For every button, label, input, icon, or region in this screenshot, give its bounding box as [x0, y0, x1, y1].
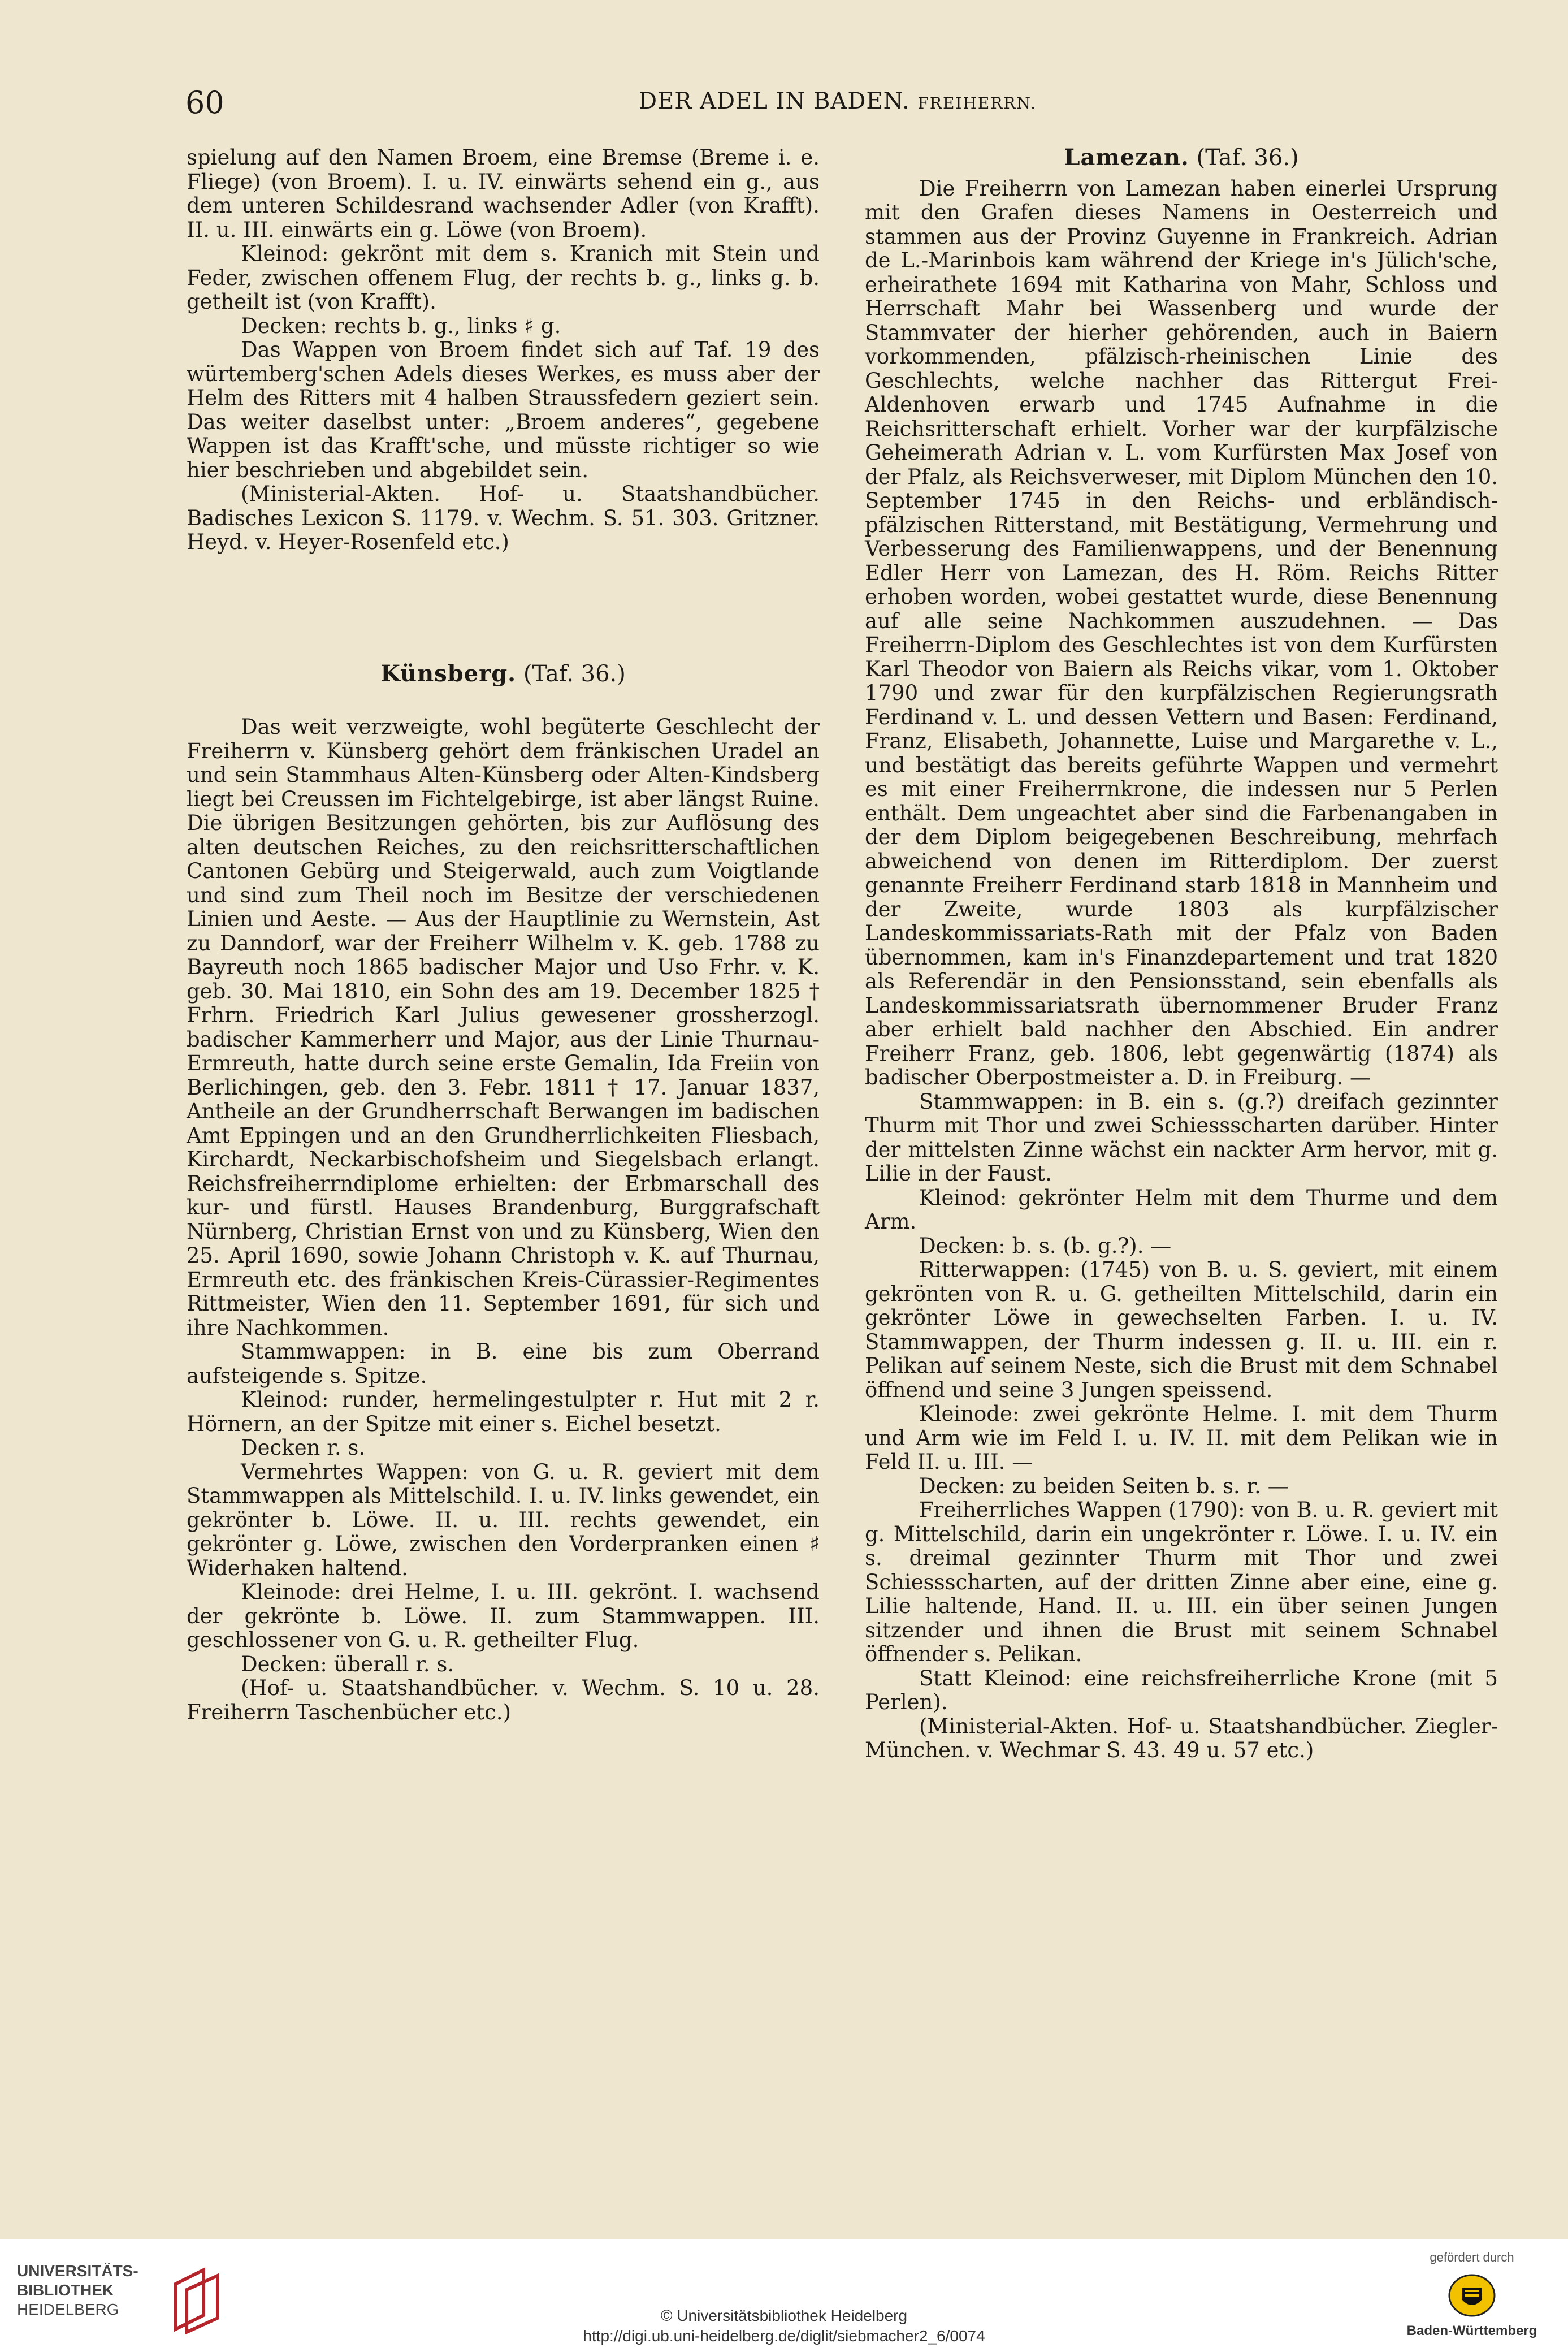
paragraph: Decken: b. s. (b. g.?). — [919, 1233, 1172, 1258]
paragraph: (Ministerial-Akten. Hof- u. Staatshandbücher. Ziegler-München. v. Wechmar S. 43. 49 u. 57 etc.) [865, 1714, 1498, 1762]
paragraph: Kleinode: zwei gekrönte Helme. I. mit dem Thurm und Arm wie im Feld I. u. IV. II. mit dem Pelikan wie in Feld II. u. III. — [865, 1402, 1498, 1474]
paragraph: Decken: zu beiden Seiten b. s. r. — [919, 1473, 1289, 1498]
paragraph: Kleinod: gekrönt mit dem s. Kranich mit Stein und Feder, zwischen offenem Flug, der rechts b. g., links g. b. getheilt ist (von Krafft). [187, 241, 820, 314]
right-column [865, 146, 1498, 1763]
paragraph: (Hof- u. Staatshandbücher. v. Wechm. S. 10 u. 28. Freiherrn Taschenbücher etc.) [187, 1676, 820, 1724]
footer-bar [0, 2239, 1568, 2352]
plate-reference: (Taf. 36.) [1196, 145, 1299, 171]
page-header [170, 85, 1074, 130]
paragraph: Decken: rechts b. g., links ♯ g. [241, 313, 561, 338]
paragraph: Statt Kleinod: eine reichsfreiherrliche Krone (mit 5 Perlen). [865, 1666, 1498, 1714]
section-heading-lamezan [865, 146, 1498, 170]
paragraph: Die Freiherrn von Lamezan haben einerlei Ursprung mit den Grafen dieses Namens in Oesterreich und stammen aus der Provinz Guyenne in Frankreich. Adrian de L.-Marinbois kam während der Kriege in's Jülich'sche, erheirathete 1694 mit Katharina von Mahr, Schloss und Herrschaft Mahr bei Wassenberg und wurde der Stammvater der hierher gehörenden, auch in Baiern vorkommenden, pfälzisch-rheinischen Linie des Geschlechts, welche nachher das Rittergut Frei-Aldenhoven erwarb und 1745 Aufnahme in die Reichsritterschaft erhielt. Vorher war der kurpfälzische Geheimerath Adrian v. L. vom Kurfürsten Max Josef von der Pfalz, als Reichsverweser, mit Diplom München den 10. September 1745 in den Reichs- und erbländisch-pfälzischen Ritterstand, mit Bestätigung, Vermehrung und Verbesserung des Familienwappens, und der Benennung Edler Herr von Lamezan, des H. Röm. Reichs Ritter erhoben worden, wobei gestattet wurde, diese Benennung auf alle seine Nachkommen auszudehnen. — Das Freiherrn-Diplom des Geschlechtes ist von dem Kurfürsten Karl Theodor von Baiern als Reichs vikar, vom 1. Oktober 1790 und zwar für den kurpfälzischen Regierungsrath Ferdinand v. L. und dessen Vettern und Basen: Ferdinand, Franz, Elisabeth, Johannette, Luise und Margarethe v. L., und bestätigt das bereits geführte Wappen und vermehrt es mit einer Freiherrnkrone, die indessen nur 5 Perlen enthält. Dem ungeachtet aber sind die Farbenangaben in der dem Diplom beigegebenen Beschreibung, mehrfach abweichend von denen im Ritterdiplom. Der zuerst genannte Freiherr Ferdinand starb 1818 in Mannheim und der Zweite, wurde 1803 als kurpfälzischer Landeskommissariats-Rath mit der Pfalz von Baden übernommen, kam in's Finanzdepartement und trat 1820 als Referendär in den Pensionsstand, sein ebenfalls als Landeskommissariatsrath übernommener Bruder Franz aber erhielt bald nachher den Abschied. Ein andrer Freiherr Franz, geb. 1806, lebt gegenwärtig (1874) als badischer Oberpostmeister a. D. in Freiburg. — [865, 176, 1498, 1089]
paragraph: Ritterwappen: (1745) von B. u. S. geviert, mit einem gekrönten von R. u. G. getheilten Mittelschild, darin ein gekrönter Löwe in gewechselten Farben. I. u. IV. Stammwappen, der Thurm indessen g. II. u. III. ein r. Pelikan auf seinem Neste, sich die Brust mit dem Schnabel öffnend und seine 3 Jungen speissend. [865, 1257, 1498, 1402]
paragraph: spielung auf den Namen Broem, eine Bremse (Breme i. e. Fliege) (von Broem). I. u. IV. einwärts sehend ein g., aus dem unteren Schildesrand wachsender Adler (von Krafft). II. u. III. einwärts ein g. Löwe (von Broem). [187, 145, 820, 242]
section-title: Lamezan. [1064, 144, 1189, 171]
plate-reference: (Taf. 36.) [523, 660, 626, 687]
paragraph: Kleinod: gekrönter Helm mit dem Thurme und dem Arm. [865, 1185, 1498, 1234]
library-name-line: HEIDELBERG [17, 2301, 119, 2318]
sponsor-name: Baden-Württemberg [1406, 2323, 1537, 2338]
paragraph: Stammwappen: in B. eine bis zum Oberrand aufsteigende s. Spitze. [187, 1339, 820, 1388]
paragraph: Das Wappen von Broem findet sich auf Taf. 19 des würtemberg'schen Adels dieses Werkes, es muss aber der Helm des Ritters mit 4 halben Straussfedern geziert sein. Das weiter daselbst unter: „Broem anderes“, gegebene Wappen ist das Krafft'sche, und müsste richtiger so wie hier beschrieben und abgebildet sein. [187, 338, 820, 482]
paragraph: Kleinod: runder, hermelingestulpter r. Hut mit 2 r. Hörnern, an der Spitze mit einer s. Eichel besetzt. [187, 1387, 820, 1436]
paragraph: Decken: überall r. s. [241, 1651, 454, 1676]
paragraph: Freiherrliches Wappen (1790): von B. u. R. geviert mit g. Mittelschild, darin ein ungekrönter r. Löwe. I. u. IV. ein s. dreimal gezinnter Thurm mit Thor und zwei Schiessscharten, auf der dritten Zinne aber eine, eine g. Lilie haltende, Hand. II. u. III. ein über seinen Jungen sitzender und ihnen die Brust mit seinem Schnabel öffnender s. Pelikan. [865, 1498, 1498, 1666]
left-column [187, 146, 820, 1724]
paragraph: Vermehrtes Wappen: von G. u. R. geviert mit dem Stammwappen als Mittelschild. I. u. IV. links gewendet, ein gekrönter b. Löwe. II. u. III. rechts gewendet, ein gekrönter g. Löwe, zwischen den Vorderpranken einen ♯ Widerhaken haltend. [187, 1459, 820, 1580]
page-number: 60 [185, 85, 224, 120]
paragraph: (Ministerial-Akten. Hof- u. Staatshandbücher. Badisches Lexicon S. 1179. v. Wechm. S. 51. 303. Gritzner. Heyd. v. Heyer-Rosenfeld etc.) [187, 482, 820, 554]
section-heading-kuensberg [187, 662, 820, 686]
library-name-line: BIBLIOTHEK [17, 2281, 114, 2299]
sponsor-label: gefördert durch [1430, 2250, 1514, 2264]
library-emblem-icon [164, 2267, 226, 2335]
paragraph: Kleinode: drei Helme, I. u. III. gekrönt. I. wachsend der gekrönte b. Löwe. II. zum Stammwappen. III. geschlossener von G. u. R. getheilter Flug. [187, 1580, 820, 1652]
sponsor-block [1393, 2250, 1551, 2346]
state-crest-icon [1446, 2273, 1497, 2318]
paragraph: Stammwappen: in B. ein s. (g.?) dreifach gezinnter Thurm mit Thor und zwei Schiessscharten darüber. Hinter der mittelsten Zinne wächst ein nackter Arm hervor, mit g. Lilie in der Faust. [865, 1089, 1498, 1186]
paragraph: Das weit verzweigte, wohl begüterte Geschlecht der Freiherrn v. Künsberg gehört dem fränkischen Uradel an und sein Stammhaus Alten-Künsberg oder Alten-Kindsberg liegt bei Creussen im Fichtelgebirge, ist aber längst Ruine. Die übrigen Besitzungen gehörten, bis zur Auflösung des alten deutschen Reiches, zu den reichsritterschaftlichen Cantonen Gebürg und Steigerwald, auch zum Voigtlande und sind zum Theil noch im Besitze der verschiedenen Linien und Aeste. — Aus der Hauptlinie zu Wernstein, Ast zu Danndorf, war der Freiherr Wilhelm v. K. geb. 1788 zu Bayreuth noch 1865 badischer Major und Uso Frhr. v. K. geb. 30. Mai 1810, ein Sohn des am 19. December 1825 † Frhrn. Friedrich Karl Julius gewesener grossherzogl. badischer Kammerherr und Major, aus der Linie Thurnau-Ermreuth, hatte durch seine erste Gemalin, Ida Freiin von Berlichingen, geb. den 3. Febr. 1811 † 17. Januar 1837, Antheile an der Grundherrschaft Berwangen im badischen Amt Eppingen und an den Grundherrlichkeiten Fliesbach, Kirchardt, Neckarbischofsheim und Siegelsbach erlangt. Reichsfreiherrndiplome erhielten: der Erbmarschall des kur- und fürstl. Hauses Brandenburg, Burggrafschaft Nürnberg, Christian Ernst von und zu Künsberg, Wien den 25. April 1690, sowie Johann Christoph v. K. auf Thurnau, Ermreuth etc. des fränkischen Kreis-Cürassier-Regimentes Rittmeister, Wien den 11. September 1691, für sich und ihre Nachkommen. [187, 715, 820, 1340]
running-title [639, 88, 1037, 114]
paragraph: Decken r. s. [241, 1436, 366, 1460]
running-title-main: DER ADEL IN BADEN. [639, 88, 910, 114]
permalink[interactable]: http://digi.ub.uni-heidelberg.de/diglit/siebmacher2_6/0074 [583, 2327, 985, 2345]
copyright-notice: © Universitätsbibliothek Heidelberg [660, 2307, 908, 2324]
section-title: Künsberg. [380, 660, 517, 687]
library-name-line: UNIVERSITÄTS- [17, 2262, 138, 2280]
running-title-sub: FREIHERRN. [917, 94, 1037, 113]
